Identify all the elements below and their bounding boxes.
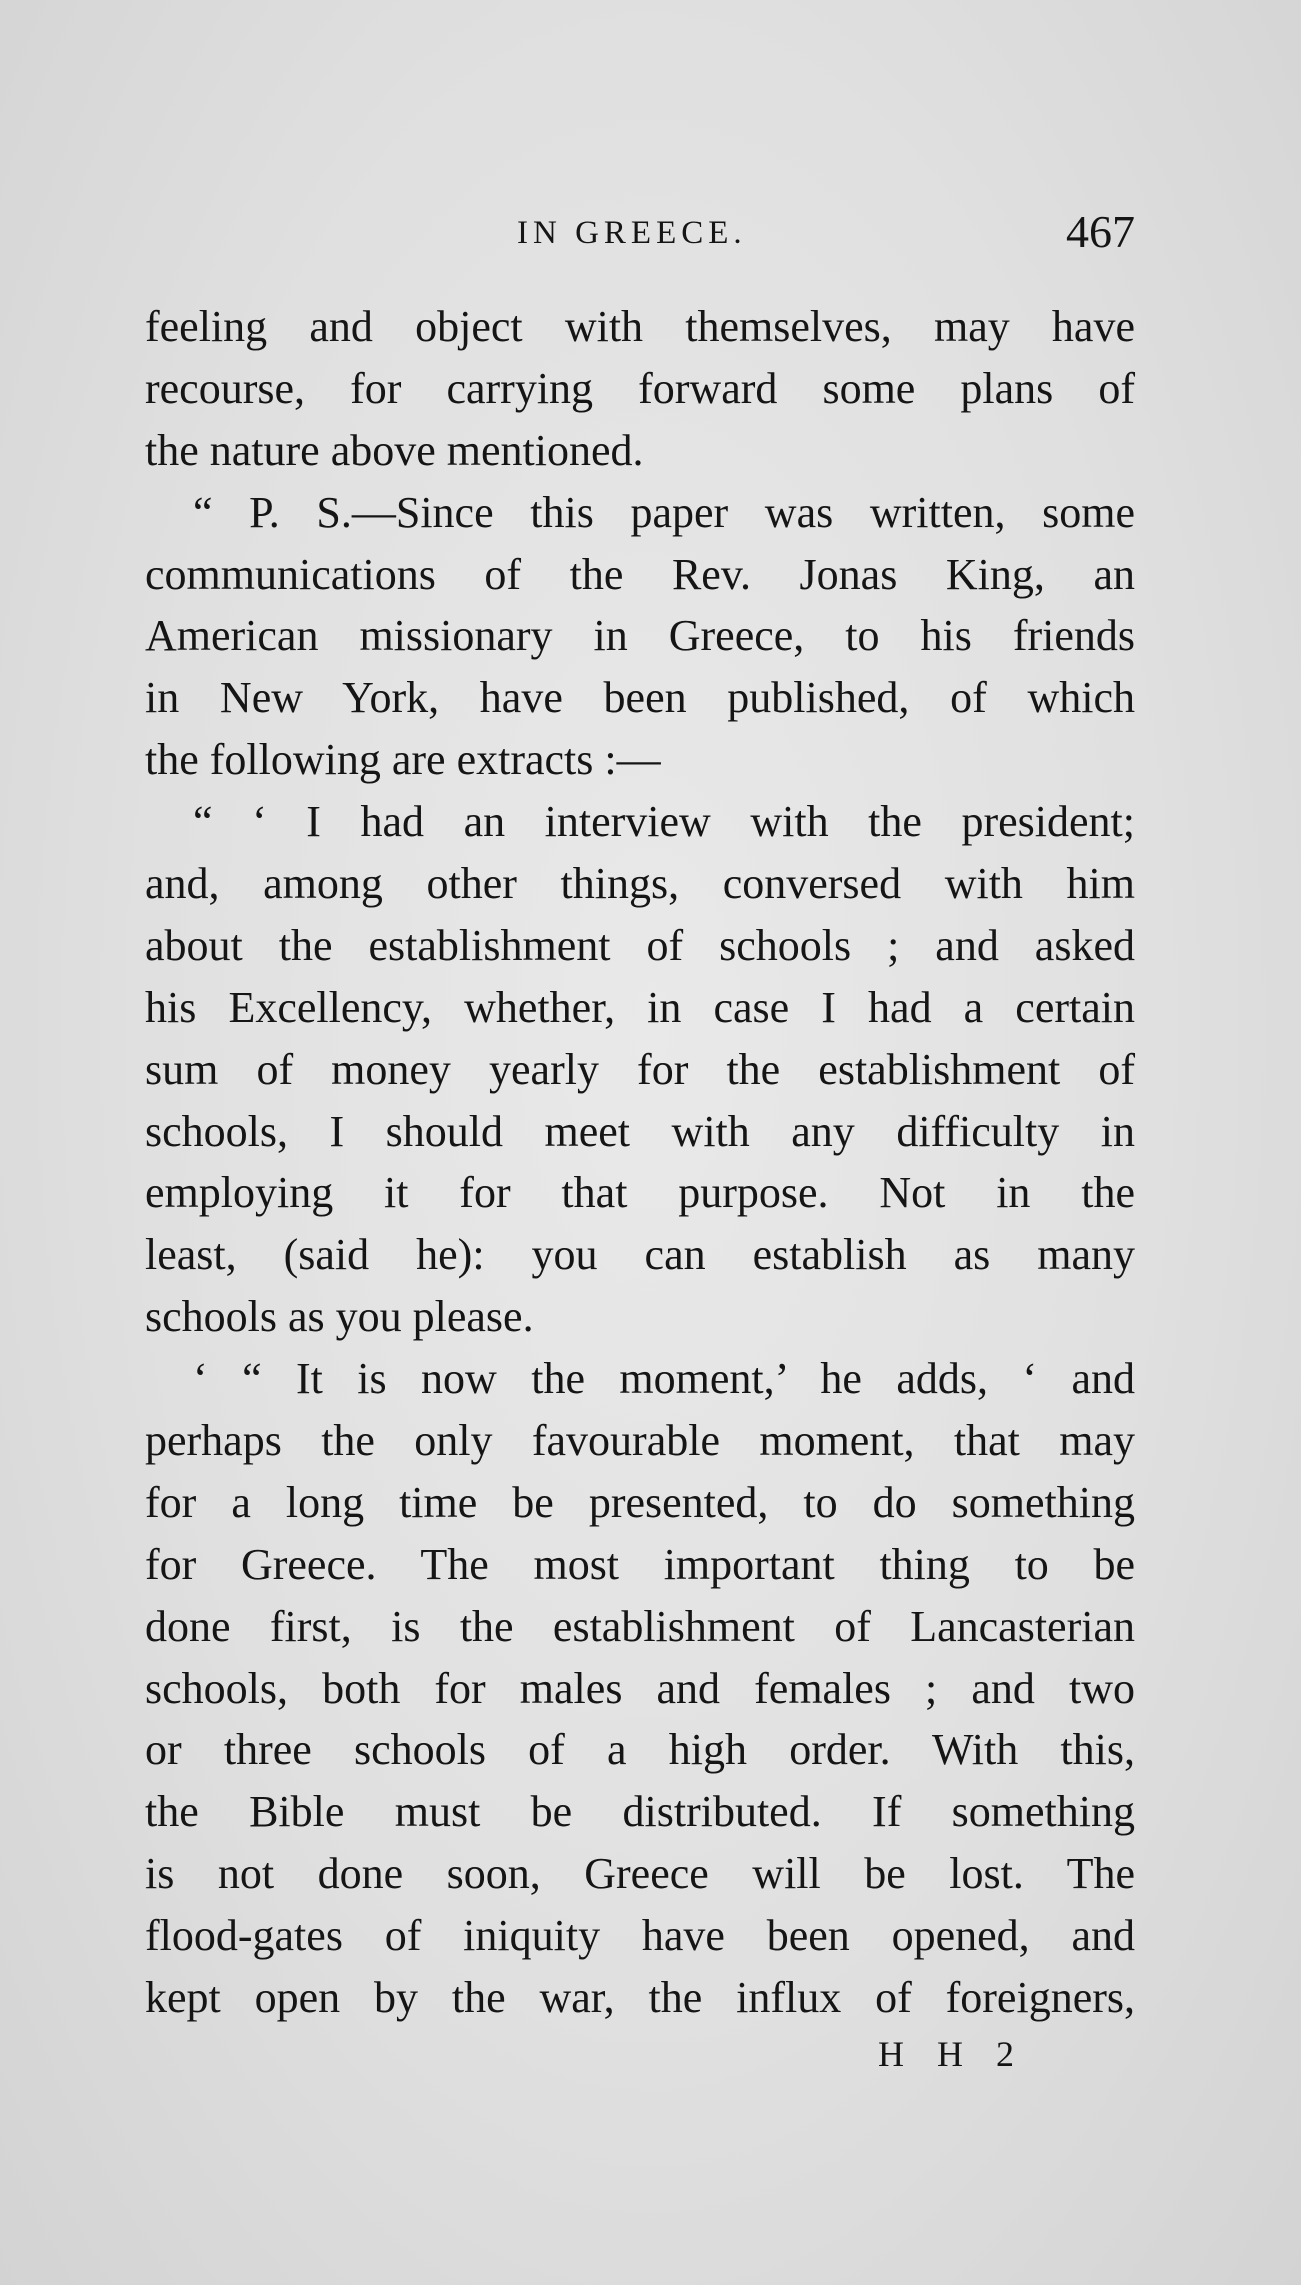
text-line: “ P. S.—Since this paper was written, some xyxy=(193,487,1135,537)
text-line: or three schools of a high order. With this, xyxy=(145,1725,1135,1775)
text-line: for Greece. The most important thing to be xyxy=(145,1539,1135,1589)
text-line: schools, I should meet with any difficulty in xyxy=(145,1106,1135,1156)
text-line: the Bible must be distributed. If something xyxy=(145,1787,1135,1837)
text-line: schools as you please. xyxy=(145,1292,534,1342)
text-line: done first, is the establishment of Lancasterian xyxy=(145,1601,1135,1651)
body-text xyxy=(145,296,1135,2029)
text-line: flood-gates of iniquity have been opened, and xyxy=(145,1911,1135,1961)
signature-mark: H H 2 xyxy=(878,2034,1026,2074)
text-line: about the establishment of schools ; and asked xyxy=(145,920,1135,970)
text-line: employing it for that purpose. Not in the xyxy=(145,1168,1135,1218)
text-line: for a long time be presented, to do something xyxy=(145,1477,1135,1527)
text-line: schools, both for males and females ; and two xyxy=(145,1663,1135,1713)
text-line: ‘ “ It is now the moment,’ he adds, ‘ and xyxy=(193,1354,1135,1404)
text-line: in New York, have been published, of which xyxy=(145,673,1135,723)
text-line: communications of the Rev. Jonas King, an xyxy=(145,549,1135,599)
text-line: and, among other things, conversed with him xyxy=(145,859,1135,909)
text-line: least, (said he): you can establish as many xyxy=(145,1230,1135,1280)
running-head xyxy=(145,205,1135,265)
text-line: perhaps the only favourable moment, that may xyxy=(145,1416,1135,1466)
text-line: sum of money yearly for the establishment of xyxy=(145,1044,1135,1094)
running-head-title: IN GREECE. xyxy=(517,215,747,251)
text-line: the following are extracts :— xyxy=(145,735,661,785)
text-line: the nature above mentioned. xyxy=(145,425,644,475)
text-line: is not done soon, Greece will be lost. The xyxy=(145,1849,1135,1899)
text-line: American missionary in Greece, to his friends xyxy=(145,611,1135,661)
text-line: feeling and object with themselves, may have xyxy=(145,302,1135,351)
page-number: 467 xyxy=(1066,206,1135,257)
text-line: kept open by the war, the influx of foreigners, xyxy=(145,1973,1135,2023)
text-line: his Excellency, whether, in case I had a certain xyxy=(145,982,1135,1032)
text-line: “ ‘ I had an interview with the president; xyxy=(193,797,1135,847)
text-line: recourse, for carrying forward some plans of xyxy=(145,363,1135,413)
